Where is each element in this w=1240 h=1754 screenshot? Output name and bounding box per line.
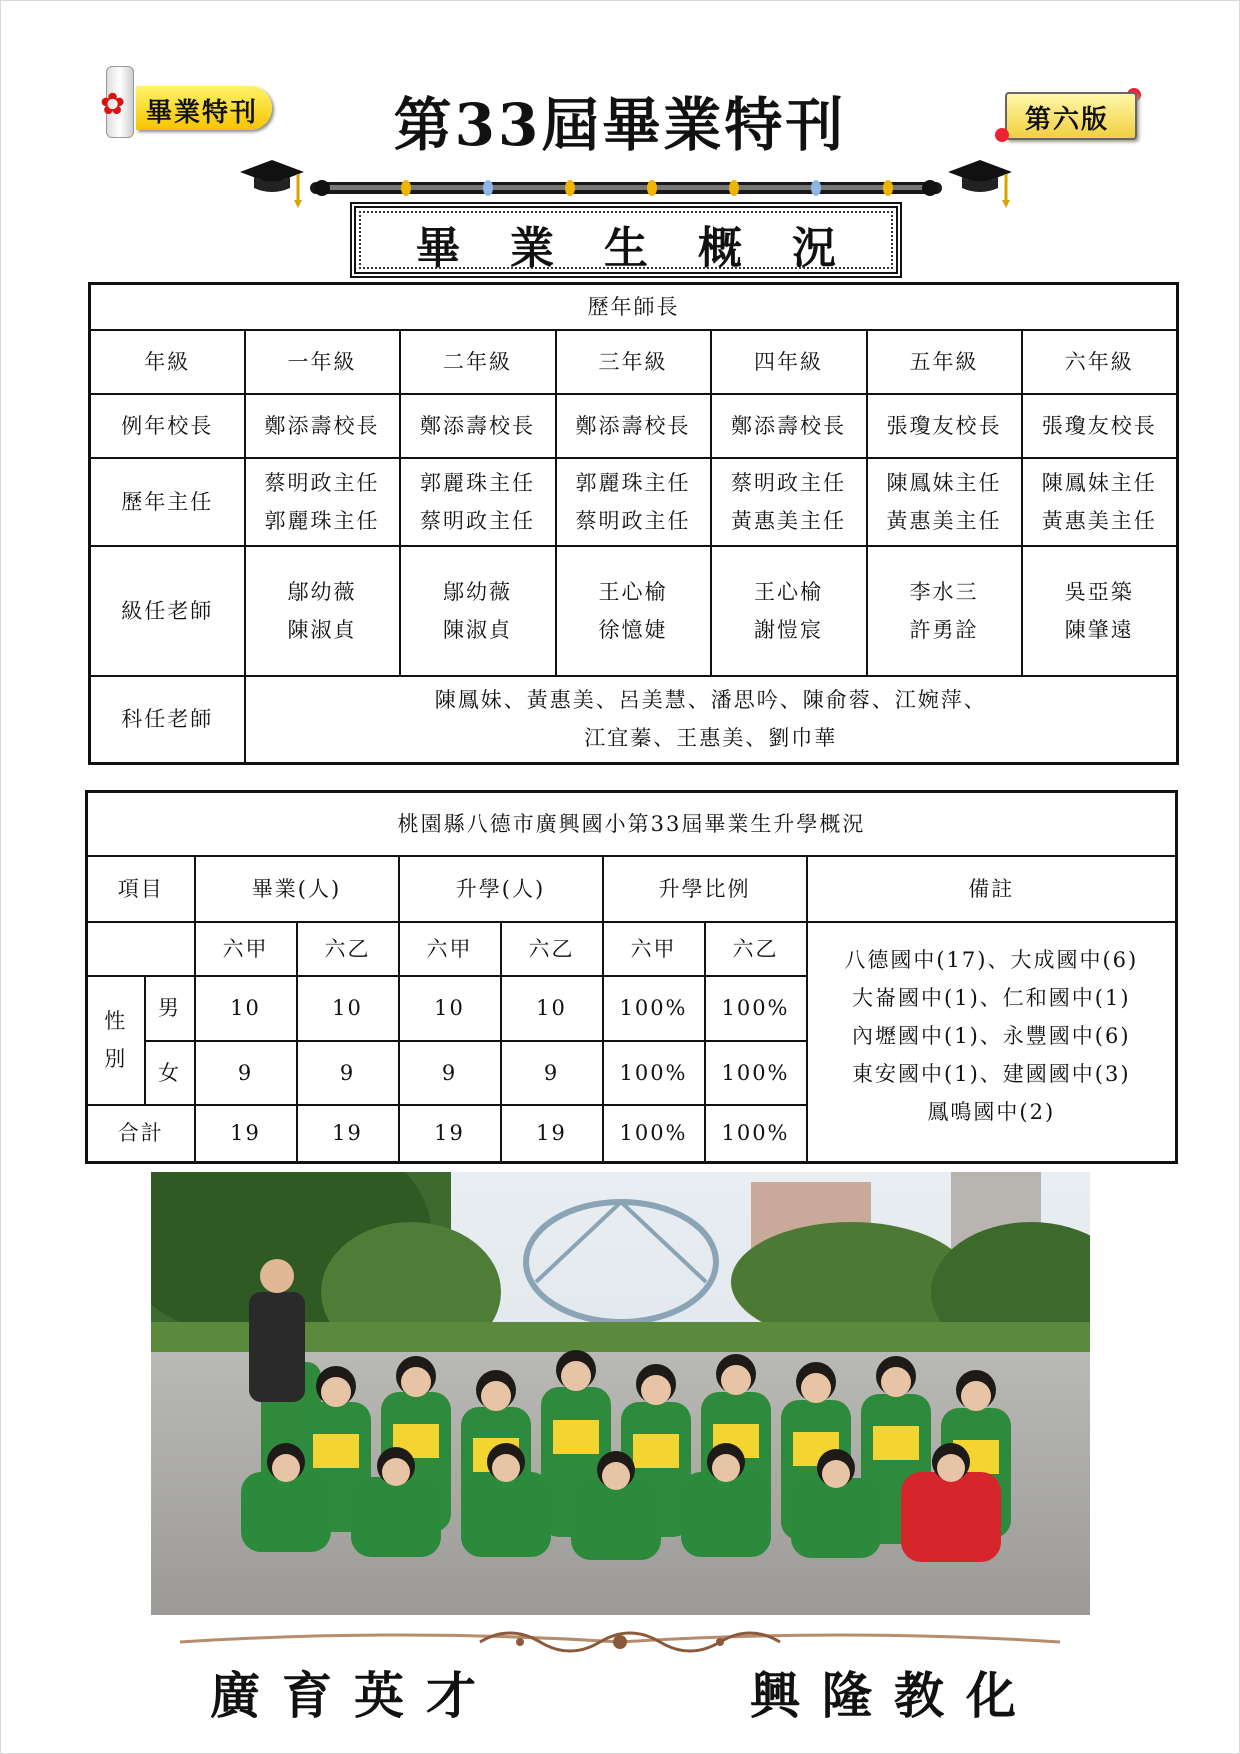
table-cell: 9 bbox=[297, 1041, 399, 1105]
table-row bbox=[90, 394, 1178, 458]
badge-left-label: 畢業特刊 bbox=[146, 98, 259, 128]
page-title: 第33屆畢業特刊 bbox=[393, 91, 847, 159]
table-cell: 蔡明政主任 郭麗珠主任 bbox=[245, 458, 400, 546]
table-cell: 陳鳳妹、黃惠美、呂美慧、潘思吟、陳俞蓉、江婉萍、 江宜蓁、王惠美、劉巾華 bbox=[245, 676, 1178, 764]
table-cell: 張瓊友校長 bbox=[867, 394, 1022, 458]
table-cell: 蔡明政主任 黃惠美主任 bbox=[711, 458, 867, 546]
header-cell: 年級 bbox=[90, 330, 245, 394]
table-cell: 王心榆 徐憶婕 bbox=[556, 546, 711, 676]
class-group-photo bbox=[151, 1172, 1090, 1615]
header-cell: 三年級 bbox=[556, 330, 711, 394]
table-cell: 9 bbox=[399, 1041, 501, 1105]
table-cell: 19 bbox=[501, 1105, 603, 1163]
table-row bbox=[90, 546, 1178, 676]
section-title-box bbox=[350, 202, 902, 278]
teachers-caption: 歷年師長 bbox=[90, 284, 1178, 330]
table-cell: 李水三 許勇詮 bbox=[867, 546, 1022, 676]
table-cell: 鄔幼薇 陳淑貞 bbox=[400, 546, 556, 676]
table-cell: 吳亞築 陳肇遠 bbox=[1022, 546, 1178, 676]
header-cell: 備註 bbox=[807, 856, 1177, 922]
header-cell: 二年級 bbox=[400, 330, 556, 394]
table-cell: 100% bbox=[603, 1041, 705, 1105]
header-cell: 項目 bbox=[87, 856, 195, 922]
section-title: 畢業生概況 bbox=[416, 223, 886, 274]
table-cell: 10 bbox=[501, 976, 603, 1041]
header-cell: 六甲 bbox=[399, 922, 501, 976]
row-label: 女 bbox=[145, 1041, 195, 1105]
header-cell: 六乙 bbox=[297, 922, 399, 976]
table-cell: 陳鳳妹主任 黃惠美主任 bbox=[1022, 458, 1178, 546]
table-cell: 陳鳳妹主任 黃惠美主任 bbox=[867, 458, 1022, 546]
slogan-left: 廣育英才 bbox=[210, 1666, 498, 1725]
ribbon-icon: ✿ bbox=[100, 87, 126, 122]
edition-label: 第六版 bbox=[1025, 105, 1110, 135]
table-cell: 100% bbox=[705, 1041, 807, 1105]
table-row bbox=[90, 676, 1178, 764]
notes-cell: 八德國中(17)、大成國中(6) 大崙國中(1)、仁和國中(1) 內壢國中(1)、永豐國中(6) 東安國中(1)、建國國中(3) 鳳鳴國中(2) bbox=[807, 922, 1177, 1163]
table-cell: 鄔幼薇 陳淑貞 bbox=[245, 546, 400, 676]
graduation-cap-icon bbox=[948, 160, 1012, 208]
header-cell: 升學(人) bbox=[399, 856, 603, 922]
header-cell: 升學比例 bbox=[603, 856, 807, 922]
row-label: 科任老師 bbox=[90, 676, 245, 764]
row-label: 例年校長 bbox=[90, 394, 245, 458]
table-cell: 100% bbox=[603, 1105, 705, 1163]
table-cell: 9 bbox=[501, 1041, 603, 1105]
header-cell: 四年級 bbox=[711, 330, 867, 394]
header-cell: 畢業(人) bbox=[195, 856, 399, 922]
graduates-table bbox=[85, 790, 1178, 1164]
table-cell: 100% bbox=[705, 976, 807, 1041]
table-row bbox=[87, 922, 1177, 976]
table-cell: 郭麗珠主任 蔡明政主任 bbox=[400, 458, 556, 546]
special-edition-badge bbox=[100, 66, 276, 138]
header-cell: 六甲 bbox=[603, 922, 705, 976]
header-cell: 六乙 bbox=[501, 922, 603, 976]
table-cell: 郭麗珠主任 蔡明政主任 bbox=[556, 458, 711, 546]
header-cell: 六年級 bbox=[1022, 330, 1178, 394]
header-cell: 一年級 bbox=[245, 330, 400, 394]
table-cell: 鄭添壽校長 bbox=[245, 394, 400, 458]
table-row bbox=[87, 856, 1177, 922]
table-row bbox=[90, 458, 1178, 546]
row-label: 合計 bbox=[87, 1105, 195, 1163]
table-cell: 9 bbox=[195, 1041, 297, 1105]
table-cell: 19 bbox=[399, 1105, 501, 1163]
teachers-table bbox=[88, 282, 1179, 765]
table-cell: 19 bbox=[297, 1105, 399, 1163]
table-cell: 鄭添壽校長 bbox=[400, 394, 556, 458]
table-cell: 10 bbox=[297, 976, 399, 1041]
row-label: 級任老師 bbox=[90, 546, 245, 676]
table-cell: 王心榆 謝愷宸 bbox=[711, 546, 867, 676]
footer-ornament bbox=[180, 1620, 1060, 1660]
row-label: 歷年主任 bbox=[90, 458, 245, 546]
table-cell: 鄭添壽校長 bbox=[556, 394, 711, 458]
empty-cell bbox=[87, 922, 195, 976]
header-cell: 六乙 bbox=[705, 922, 807, 976]
slogan-right: 興隆教化 bbox=[750, 1666, 1038, 1725]
table-cell: 100% bbox=[603, 976, 705, 1041]
table-cell: 鄭添壽校長 bbox=[711, 394, 867, 458]
table-cell: 100% bbox=[705, 1105, 807, 1163]
table-cell: 10 bbox=[195, 976, 297, 1041]
table-row bbox=[90, 330, 1178, 394]
row-label: 男 bbox=[145, 976, 195, 1041]
table-cell: 10 bbox=[399, 976, 501, 1041]
graduates-caption: 桃園縣八德市廣興國小第33屆畢業生升學概況 bbox=[87, 792, 1177, 856]
graduation-cap-icon bbox=[240, 160, 304, 208]
table-cell: 19 bbox=[195, 1105, 297, 1163]
header-cell: 六甲 bbox=[195, 922, 297, 976]
edition-badge bbox=[995, 88, 1145, 144]
gender-label: 性 別 bbox=[87, 976, 145, 1105]
table-cell: 張瓊友校長 bbox=[1022, 394, 1178, 458]
header-cell: 五年級 bbox=[867, 330, 1022, 394]
